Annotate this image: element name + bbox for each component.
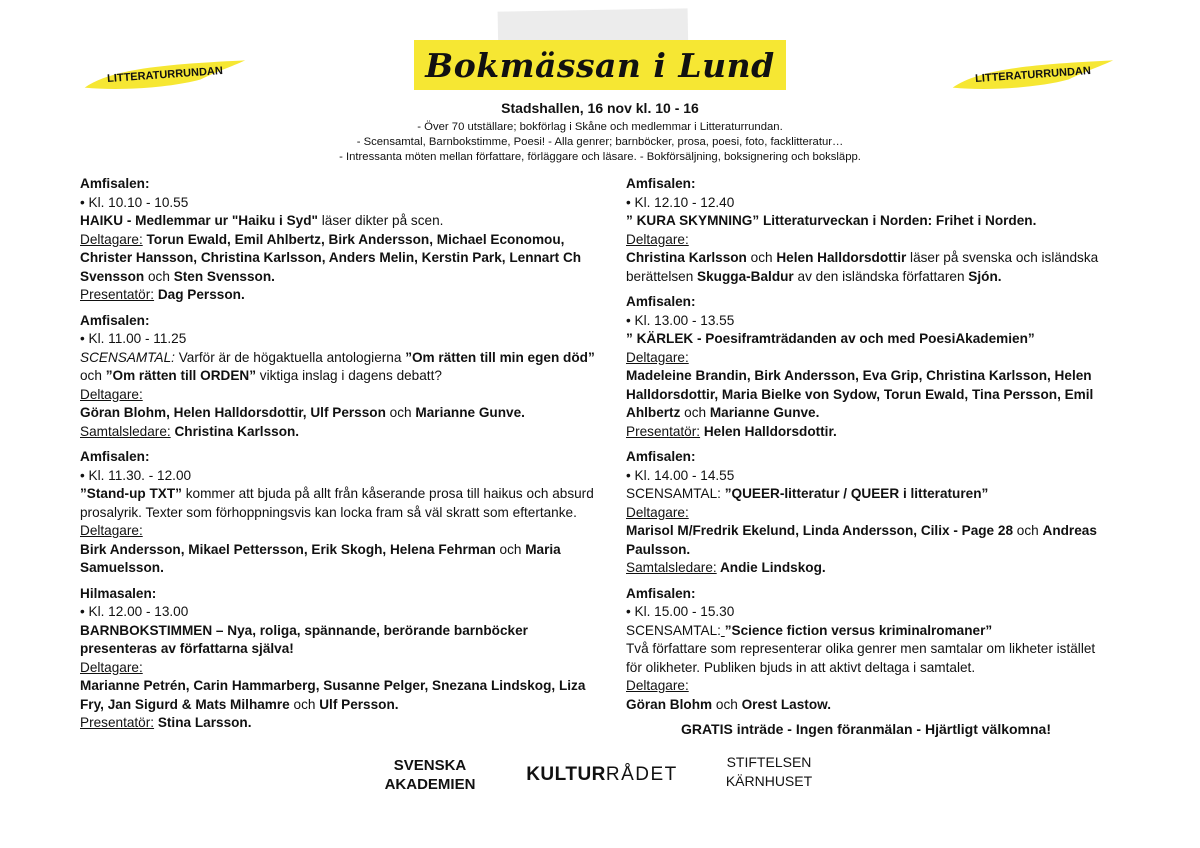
participants-label: Deltagare: <box>626 504 689 520</box>
event-time: • Kl. 13.00 - 13.55 <box>626 312 735 328</box>
venue: Amfisalen: <box>626 449 696 464</box>
event-time: • Kl. 15.00 - 15.30 <box>626 604 735 619</box>
logo-text: SVENSKA <box>393 757 467 774</box>
moderator-label: Samtalsledare: <box>626 560 717 575</box>
moderator-label: Samtalsledare: <box>80 423 171 439</box>
conjunction: och <box>495 541 526 557</box>
event-tag: SCENSAMTAL: <box>80 349 175 365</box>
participants-label: Deltagare: <box>626 231 689 247</box>
event-title: BARNBOKSTIMMEN – Nya, roliga, spännande, berörande barnböcker presenteras av författarna själva! <box>80 622 528 656</box>
event-desc: viktiga inslag i dagens debatt? <box>256 368 442 383</box>
event-title: ”Stand-up TXT” <box>80 486 182 501</box>
event-time: • Kl. 12.10 - 12.40 <box>626 194 735 210</box>
event-desc: kommer att bjuda på allt från kåserande prosa till haikus och absurd prosalyrik. Texter som förhoppningsvis kan locka fram så väl skratt som eftertanke. <box>80 486 594 520</box>
conjunction: och <box>144 268 174 284</box>
presenter: Dag Persson. <box>154 287 245 302</box>
badge-litteraturrundan-left <box>79 54 251 96</box>
title-banner <box>414 40 786 90</box>
venue-date: Stadshallen, 16 nov kl. 10 - 16 <box>501 100 699 116</box>
participants-label: Deltagare: <box>80 659 143 675</box>
participants: Marisol M/Fredrik Ekelund, Linda Andersson, Cilix - Page 28 <box>626 523 1014 538</box>
participants: Madeleine Brandin, Birk Andersson, Eva Grip, Christina Karlsson, Helen Halldorsdottir, Maria Bielke von Sydow, Torun Ewald, Tina Persson, Emil Ahlbertz <box>626 368 1094 420</box>
event-time: • Kl. 10.10 - 10.55 <box>80 194 189 210</box>
badge-label: LITTERATURRUNDAN <box>106 64 224 86</box>
event-title: HAIKU - Medlemmar ur "Haiku i Syd" <box>80 213 318 228</box>
logo-text: RÅDET <box>605 764 678 785</box>
logo-text: KULTUR <box>526 764 606 785</box>
event-antologier <box>80 312 600 442</box>
event-desc: läser på svenska och isländska berättelsen <box>626 250 1099 284</box>
venue: Amfisalen: <box>626 176 696 191</box>
event-desc: av den isländska författaren <box>793 268 969 284</box>
presenter: Stina Larsson. <box>154 715 252 730</box>
event-karlek <box>626 293 1106 441</box>
conjunction: och <box>1013 523 1043 538</box>
conjunction: och <box>80 368 106 383</box>
participants-last: Marianne Gunve. <box>415 405 525 420</box>
participants-last: Sten Svensson. <box>173 268 275 284</box>
presenter-label: Presentatör: <box>626 423 701 439</box>
free-entry-notice: GRATIS inträde - Ingen föranmälan - Hjärtligt välkomna! <box>680 721 1051 737</box>
venue: Amfisalen: <box>626 585 696 601</box>
book-title: ”Om rätten till ORDEN” <box>105 368 257 383</box>
intro-line: - Över 70 utställare; bokförlag i Skåne och medlemmar i Litteraturrundan. <box>417 121 783 133</box>
venue: Amfisalen: <box>80 449 150 464</box>
participants-last: Andreas Paulsson. <box>626 523 1097 557</box>
page-title: Bokmässan i Lund <box>425 45 775 85</box>
conjunction: och <box>712 696 742 712</box>
participants-label: Deltagare: <box>80 386 143 402</box>
event-barnbokstimmen <box>80 585 600 733</box>
badge-label: LITTERATURRUNDAN <box>974 64 1092 86</box>
participants: Göran Blohm <box>626 696 713 712</box>
participants-label: Deltagare: <box>80 231 143 247</box>
moderator: Christina Karlsson. <box>170 423 300 439</box>
logo-svenska-akademien <box>370 756 490 794</box>
program-right-column <box>626 175 1106 721</box>
conjunction: och <box>289 696 320 712</box>
event-title: ”Science fiction versus kriminalromaner” <box>724 622 993 638</box>
presenter: Helen Halldorsdottir. <box>700 423 837 439</box>
participants-label: Deltagare: <box>80 523 143 538</box>
event-title: ”QUEER-litteratur / QUEER i litteraturen” <box>724 486 989 501</box>
event-science-fiction <box>626 585 1106 715</box>
event-queer <box>626 448 1106 578</box>
intro-block <box>0 120 1200 165</box>
event-tag: SCENSAMTAL: <box>626 622 721 638</box>
participants: Birk Andersson, Mikael Pettersson, Erik Skogh, Helena Fehrman <box>80 541 496 557</box>
conjunction: och <box>385 405 416 420</box>
book-title: ”Om rätten till min egen död” <box>405 349 595 365</box>
logo-text: STIFTELSEN <box>726 754 812 770</box>
event-haiku <box>80 175 600 305</box>
logo-kulturradet <box>512 764 692 786</box>
book-title: Skugga-Baldur <box>697 268 794 284</box>
participants-label: Deltagare: <box>626 678 689 693</box>
event-standup <box>80 448 600 578</box>
presenter-label: Presentatör: <box>80 715 155 730</box>
venue: Amfisalen: <box>80 176 150 191</box>
author: Sjón. <box>968 268 1002 284</box>
event-time: • Kl. 11.00 - 11.25 <box>80 331 187 346</box>
participants-last: Orest Lastow. <box>741 696 831 712</box>
event-kura-skymning <box>626 175 1106 286</box>
conjunction: och <box>746 250 777 265</box>
event-title: ” KURA SKYMNING” Litteraturveckan i Norden: Frihet i Norden. <box>626 213 1037 228</box>
participant: Christina Karlsson <box>626 250 747 265</box>
participants-last: Ulf Persson. <box>319 696 399 712</box>
event-time: • Kl. 11.30. - 12.00 <box>80 467 192 483</box>
event-tag: SCENSAMTAL: <box>626 486 725 501</box>
venue: Amfisalen: <box>80 312 150 328</box>
event-time: • Kl. 14.00 - 14.55 <box>626 467 735 483</box>
participants-label: Deltagare: <box>626 349 689 365</box>
moderator: Andie Lindskog. <box>716 560 826 575</box>
participants: Torun Ewald, Emil Ahlbertz, Birk Andersson, Michael Economou, Christer Hansson, Christina Karlsson, Anders Melin, Kerstin Park, Lennart Ch Svensson <box>80 231 582 284</box>
event-desc: Varför är de högaktuella antologierna <box>174 349 406 365</box>
badge-litteraturrundan-right <box>947 54 1119 96</box>
intro-line: - Scensamtal, Barnbokstimme, Poesi! - Alla genrer; barnböcker, prosa, poesi, foto, facklitteratur… <box>356 136 844 148</box>
logo-text: KÄRNHUSET <box>725 773 813 789</box>
event-title: ” KÄRLEK - Poesiframträdanden av och med PoesiAkademien” <box>626 331 1035 346</box>
participants: Marianne Petrén, Carin Hammarberg, Susanne Pelger, Snezana Lindskog, Liza Fry, Jan Sigurd & Mats Milhamre <box>80 678 586 712</box>
intro-line: - Intressanta möten mellan författare, förläggare och läsare. - Bokförsäljning, boksignering och boksläpp. <box>339 151 861 163</box>
event-desc: läser dikter på scen. <box>318 213 444 228</box>
event-time: • Kl. 12.00 - 13.00 <box>80 604 189 619</box>
venue: Amfisalen: <box>626 294 696 309</box>
program-left-column <box>80 175 600 740</box>
logo-text: AKADEMIEN <box>384 776 476 793</box>
presenter-label: Presentatör: <box>80 287 155 302</box>
participants-last: Marianne Gunve. <box>709 405 820 420</box>
venue: Hilmasalen: <box>80 585 157 601</box>
participants: Göran Blohm, Helen Halldorsdottir, Ulf Persson <box>80 405 386 420</box>
event-desc: Två författare som representerar olika genrer men samtalar om likheter istället för olikheter. Publiken bjuds in att aktivt deltaga i samtalet. <box>626 641 1096 675</box>
logo-stiftelsen-karnhuset <box>708 753 830 791</box>
participant: Helen Halldorsdottir <box>776 250 907 265</box>
participants-last: Maria Samuelsson. <box>80 541 561 575</box>
conjunction: och <box>680 405 710 420</box>
